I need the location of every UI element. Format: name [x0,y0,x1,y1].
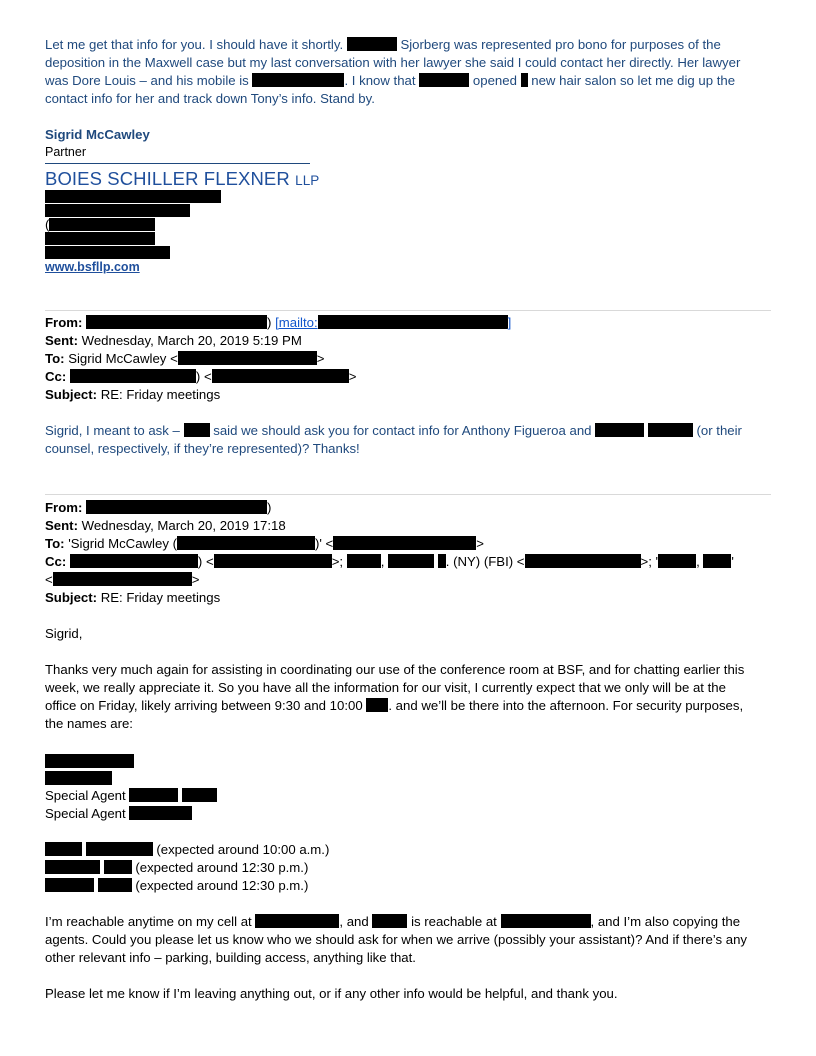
arrival-time: (expected around 10:00 a.m.) [156,842,330,857]
cc-text: . (NY) (FBI) < [445,554,525,569]
redaction [525,554,641,568]
cc-text: ) < [197,554,214,569]
to-label: To: [45,351,65,366]
mailto-close[interactable]: ] [507,315,512,330]
body-text: , and [339,914,369,929]
attendee-line [45,841,329,859]
body-line: the names are: [45,716,133,731]
redaction [129,788,178,802]
redaction [98,878,132,892]
divider [45,494,771,495]
body-text: is reachable at [411,914,497,929]
attendee-line [45,859,308,877]
redaction [347,37,397,51]
mailto-link[interactable] [275,315,511,330]
redaction [212,369,349,383]
reply-line-1 [45,36,721,54]
email2-subject [45,589,220,607]
redaction [45,771,112,785]
subject-label: Subject: [45,387,98,402]
redaction [177,536,315,550]
redaction [438,554,446,568]
redaction [521,73,528,87]
redaction [252,73,344,87]
to-label: To: [45,536,65,551]
email1-body-line-2 [45,440,360,458]
redaction [86,315,267,329]
email2-cc-line-2 [45,571,199,589]
redaction [70,369,196,383]
redaction [49,218,155,231]
reply-line-4 [45,90,375,108]
paren-text: ( [45,217,50,232]
redaction [318,315,508,329]
redaction [45,842,82,856]
website-link-text[interactable]: www.bsfllp.com [45,260,140,274]
body-text: counsel, respectively, if they’re represented)? Thanks! [45,441,360,456]
redaction [184,423,210,437]
sent-value: Wednesday, March 20, 2019 17:18 [81,518,286,533]
sent-value: Wednesday, March 20, 2019 5:19 PM [81,333,302,348]
redaction [70,554,198,568]
to-value: Sigrid McCawley < [68,351,178,366]
reply-text: contact info for her and track down Tony’s info. Stand by. [45,91,375,106]
reply-text: deposition in the Maxwell case but my last conversation with her lawyer she said I could contact her directly. Her lawyer [45,55,741,70]
body-line: agents. Could you please let us know who we should ask for when we arrive (possibly your assistant)? And if there’s any [45,932,747,947]
redaction [658,554,696,568]
body-line: other relevant info – parking, building access, anything like that. [45,950,416,965]
reply-text: Sjorberg was represented pro bono for purposes of the [400,37,721,52]
divider [45,310,771,311]
redaction [372,914,407,928]
redaction [214,554,332,568]
to-close: > [476,536,484,551]
body-line [45,913,740,931]
reply-line-2 [45,54,740,72]
from-label: From: [45,315,83,330]
cc-mid: ) < [195,369,212,384]
arrival-time: (expected around 12:30 p.m.) [135,860,309,875]
redaction [333,536,476,550]
body-line [45,697,743,715]
sent-label: Sent: [45,333,78,348]
subject-value: RE: Friday meetings [100,387,221,402]
cc-text: > [191,572,200,587]
reply-text: was Dore Louis – and his mobile is [45,73,249,88]
agent-label: Special Agent [45,806,126,821]
redaction [45,860,100,874]
redaction [595,423,644,437]
to-value: )' < [314,536,334,551]
email1-from [45,314,511,332]
cc-close: > [348,369,357,384]
body-line: week, we really appreciate it. So you have all the information for our visit, I currently expect that we only will be at the [45,680,726,695]
from-close: ) [267,500,272,515]
redaction [53,572,192,586]
arrival-time: (expected around 12:30 p.m.) [135,878,309,893]
reply-line-3 [45,72,735,90]
from-label: From: [45,500,83,515]
signature-rule [45,163,310,164]
cc-text: , [696,554,700,569]
email1-to [45,350,324,368]
mailto-label[interactable]: [mailto: [275,315,318,330]
redaction [366,698,388,712]
subject-label: Subject: [45,590,98,605]
email2-to [45,535,484,553]
redaction [45,754,134,768]
redaction [129,806,192,820]
redaction [45,232,155,245]
greeting: Sigrid, [45,626,83,641]
subject-value: RE: Friday meetings [100,590,221,605]
agent-label: Special Agent [45,788,126,803]
cc-text: >; [331,554,344,569]
redaction [648,423,693,437]
website-link[interactable] [45,258,140,276]
email2-cc [45,553,734,571]
cc-text: < [45,572,53,587]
redaction [104,860,132,874]
firm-name [45,168,319,190]
signature-name: Sigrid McCawley [45,127,150,142]
email1-cc [45,368,356,386]
redaction [419,73,469,87]
reply-text: Let me get that info for you. I should have it shortly. [45,37,344,52]
email1-body-line-1 [45,422,742,440]
body-text: (or their [696,423,742,438]
firm-suffix: LLP [295,173,320,188]
sent-label: Sent: [45,518,78,533]
redaction [182,788,217,802]
redaction [86,842,153,856]
body-text: I’m reachable anytime on my cell at [45,914,252,929]
email1-subject [45,386,220,404]
from-close: ) [267,315,272,330]
body-text: Sigrid, I meant to ask – [45,423,180,438]
redaction [45,878,94,892]
agent-line [45,787,217,805]
redaction [255,914,339,928]
firm-name-text: BOIES SCHILLER FLEXNER [45,168,290,189]
redaction [388,554,434,568]
email2-sent [45,517,286,535]
email1-sent [45,332,302,350]
agent-line [45,805,192,823]
body-text: said we should ask you for contact info for Anthony Figueroa and [213,423,592,438]
body-text: . and we’ll be there into the afternoon. For security purposes, [388,698,744,713]
redaction [45,190,221,203]
cc-label: Cc: [45,554,67,569]
redaction [178,351,317,365]
cc-text: ' [731,554,734,569]
attendee-line [45,877,308,895]
body-text: office on Friday, likely arriving between 9:30 and 10:00 [45,698,363,713]
to-close: > [316,351,325,366]
cc-text: >; ' [640,554,659,569]
signature-title: Partner [45,145,86,159]
body-text: , and I’m also copying the [590,914,741,929]
to-value: 'Sigrid McCawley ( [68,536,177,551]
redaction [703,554,731,568]
closing-line: Please let me know if I’m leaving anything out, or if any other info would be helpful, and thank you. [45,986,618,1001]
email2-from [45,499,271,517]
cc-text: , [380,554,385,569]
redaction [501,914,591,928]
reply-text: opened [472,73,517,88]
redaction [347,554,381,568]
redaction [86,500,267,514]
reply-text: . I know that [344,73,416,88]
reply-text: new hair salon so let me dig up the [531,73,736,88]
cc-label: Cc: [45,369,67,384]
body-line: Thanks very much again for assisting in coordinating our use of the conference room at BSF, and for chatting earlier this [45,662,745,677]
